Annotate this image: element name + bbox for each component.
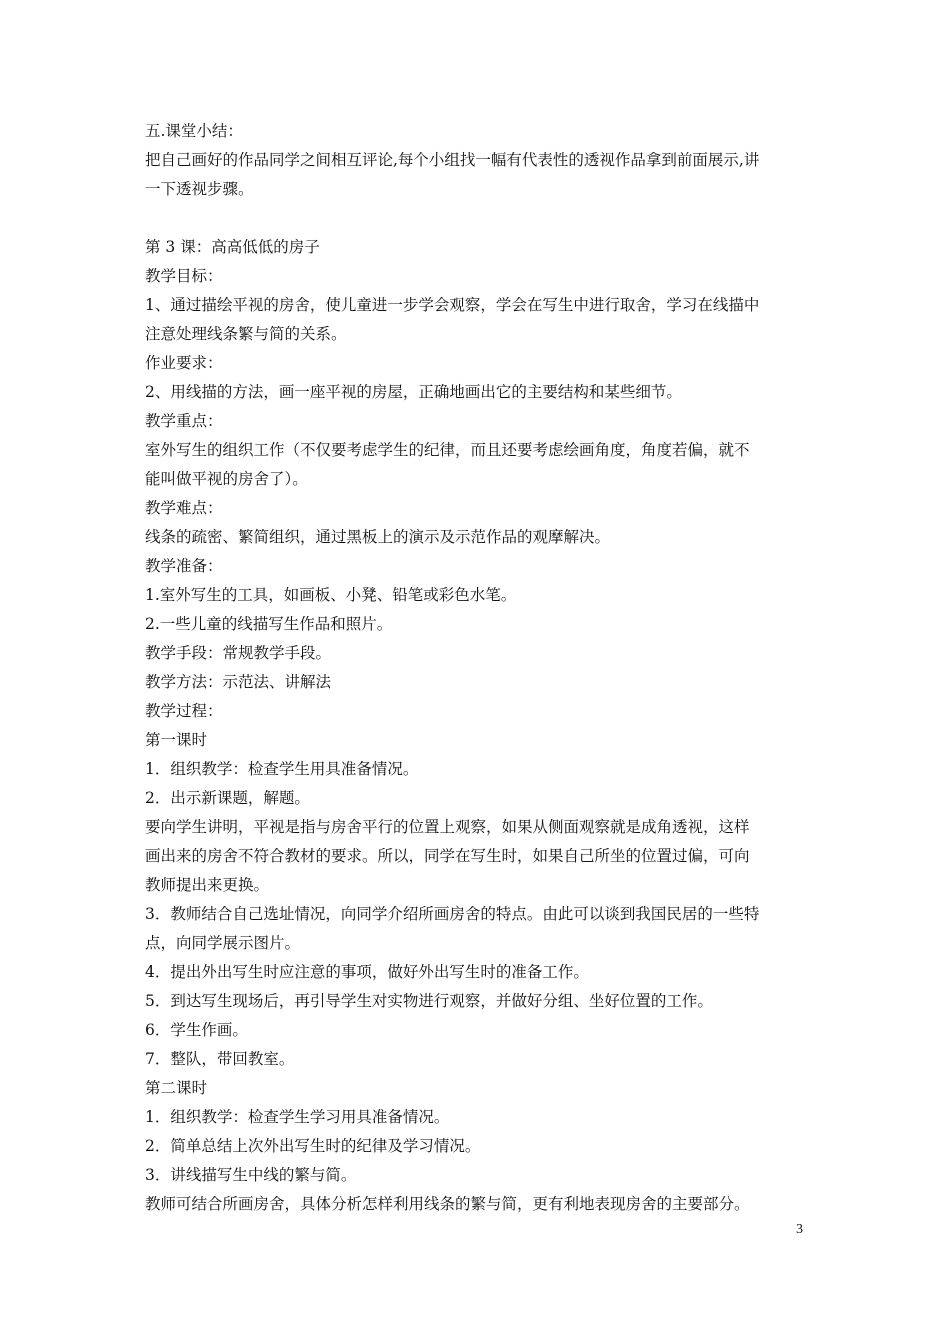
list-item: 5．到达写生现场后，再引导学生对实物进行观察，并做好分组、坐好位置的工作。 [145,992,713,1010]
list-item: 6．学生作画。 [145,1021,248,1039]
lesson-title: 第 3 课：高高低低的房子 [145,238,320,256]
objectives-label: 教学目标： [145,267,223,285]
paragraph-line: 教师可结合所画房舍，具体分析怎样利用线条的繁与简，更有利地表现房舍的主要部分。 [145,1195,750,1213]
teaching-methods: 教学方法：示范法、讲解法 [145,673,332,691]
paragraph-line: 线条的疏密、繁简组织，通过黑板上的演示及示范作品的观摩解决。 [145,528,611,546]
section-heading-summary: 五.课堂小结： [145,122,243,140]
paragraph-line: 注意处理线条繁与简的关系。 [145,325,347,343]
list-item: 3．教师结合自己选址情况，向同学介绍所画房舍的特点。由此可以谈到我国民居的一些特 [145,905,760,923]
list-item: 7．整队，带回教室。 [145,1050,295,1068]
paragraph-line: 把自己画好的作品同学之间相互评论,每个小组找一幅有代表性的透视作品拿到前面展示,讲 [145,151,760,169]
period-label: 第一课时 [145,731,208,749]
difficulties-label: 教学难点： [145,499,223,517]
list-item: 2.一些儿童的线描写生作品和照片。 [145,615,393,633]
paragraph-line: 1、通过描绘平视的房舍，使儿童进一步学会观察，学会在写生中进行取舍，学习在线描中 [145,296,760,314]
teaching-means: 教学手段：常规教学手段。 [145,644,332,662]
page-content [145,117,810,1219]
list-item: 1．组织教学：检查学生学习用具准备情况。 [145,1108,450,1126]
period-label: 第二课时 [145,1079,208,1097]
list-item: 1．组织教学：检查学生用具准备情况。 [145,760,419,778]
list-item: 4．提出外出写生时应注意的事项，做好外出写生时的准备工作。 [145,963,589,981]
paragraph-line: 室外写生的组织工作（不仅要考虑学生的纪律，而且还要考虑绘画角度，角度若偏，就不 [145,441,750,459]
paragraph-line: 教师提出来更换。 [145,876,270,894]
process-label: 教学过程： [145,702,223,720]
paragraph-line: 能叫做平视的房舍了）。 [145,470,308,488]
list-item: 2．简单总结上次外出写生时的纪律及学习情况。 [145,1137,481,1155]
page-number: 3 [796,1222,803,1237]
paragraph-line: 要向学生讲明，平视是指与房舍平行的位置上观察，如果从侧面观察就是成角透视，这样 [145,818,750,836]
homework-label: 作业要求： [145,354,223,372]
paragraph-line: 一下透视步骤。 [145,180,254,198]
paragraph-line: 2、用线描的方法，画一座平视的房屋，正确地画出它的主要结构和某些细节。 [145,383,682,401]
key-points-label: 教学重点： [145,412,223,430]
blank-line [145,204,810,233]
list-item: 1.室外写生的工具，如画板、小凳、铅笔或彩色水笔。 [145,586,517,604]
paragraph-line: 画出来的房舍不符合教材的要求。所以，同学在写生时，如果自己所坐的位置过偏，可向 [145,847,750,865]
preparation-label: 教学准备： [145,557,223,575]
paragraph-line: 点，向同学展示图片。 [145,934,301,952]
list-item: 3．讲线描写生中线的繁与简。 [145,1166,357,1184]
list-item: 2．出示新课题，解题。 [145,789,310,807]
